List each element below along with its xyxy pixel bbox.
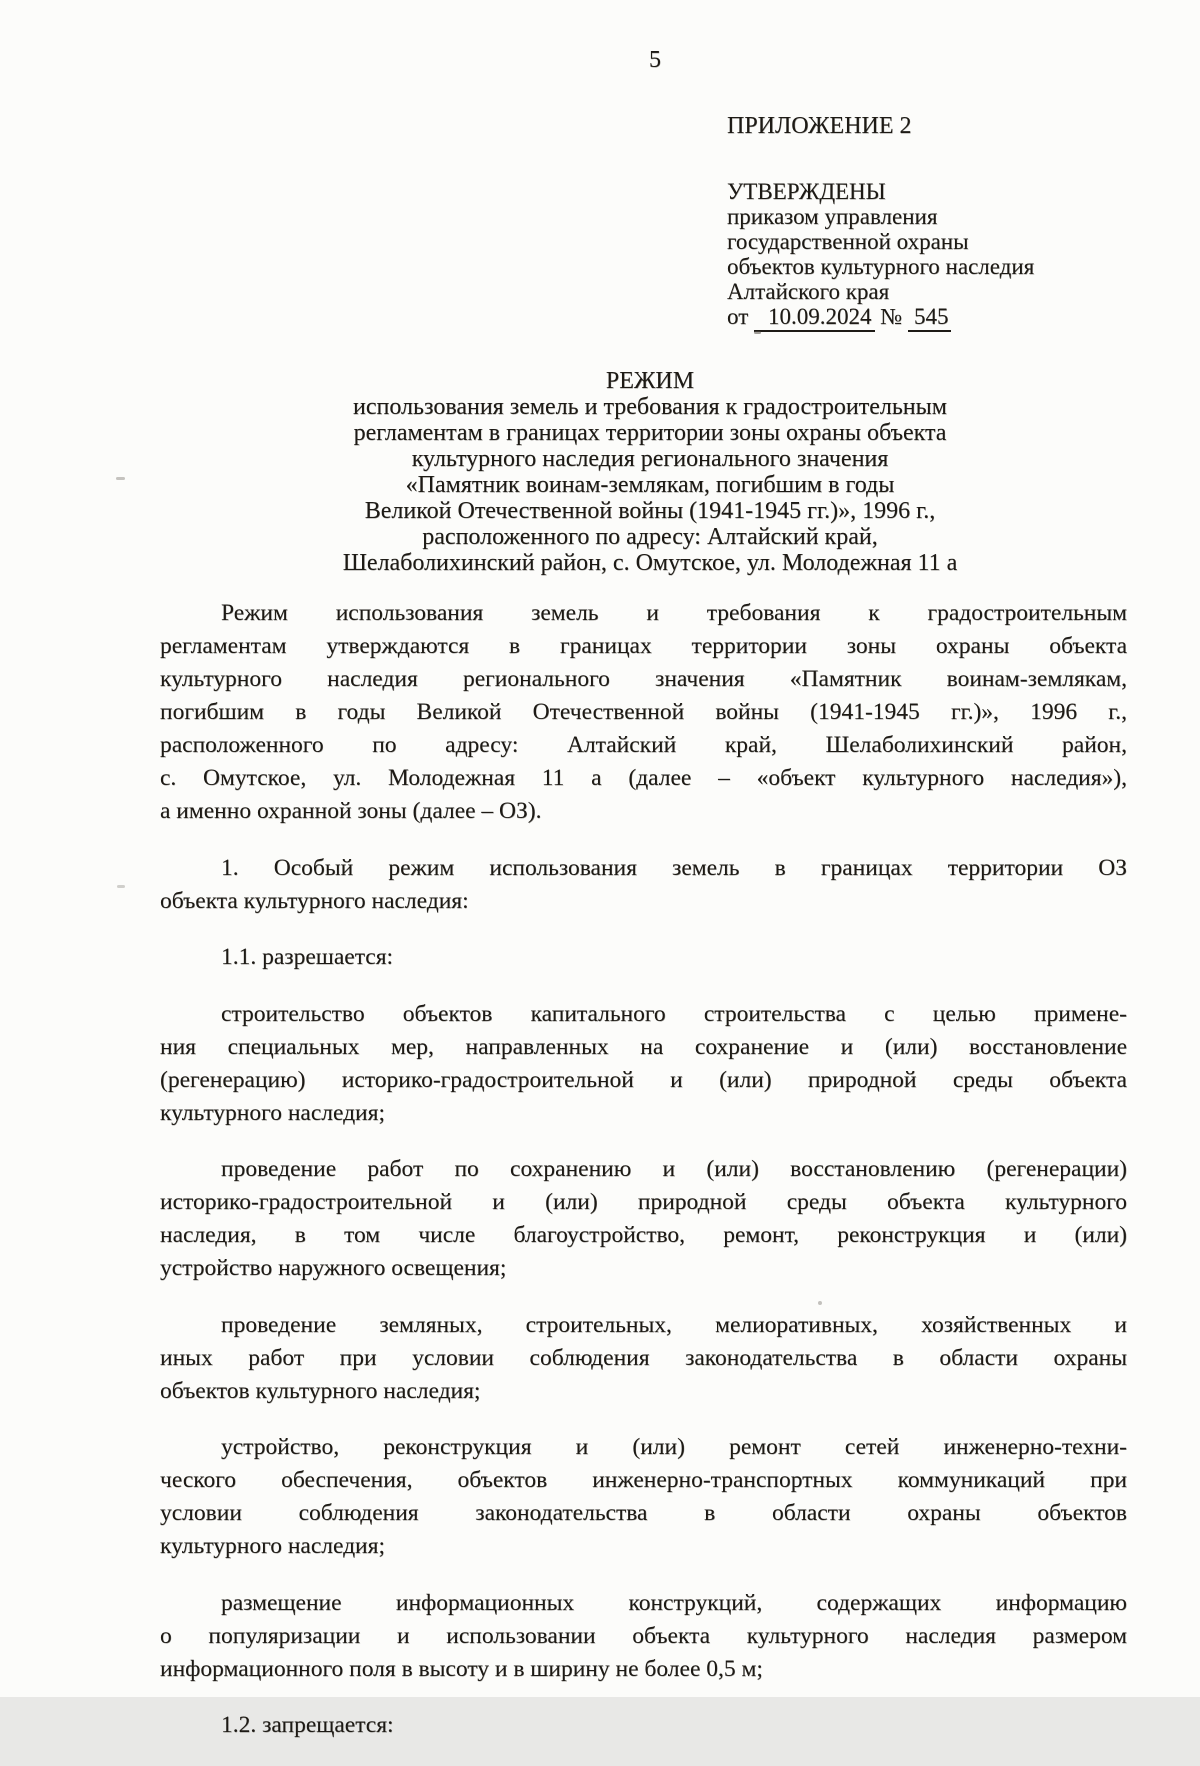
approval-issuer-line: объектов культурного наследия [727, 254, 1035, 279]
order-number: 545 [908, 304, 952, 332]
scan-speck [754, 331, 761, 334]
body-line: строительство объектов капитального строительства с целью примене- [221, 1000, 1127, 1027]
title-line: расположенного по адресу: Алтайский край, [422, 524, 878, 550]
order-date: 10.09.2024 [754, 304, 875, 332]
approval-issuer-line: Алтайского края [727, 279, 890, 304]
body-line: информационного поля в высоту и в ширину не более 0,5 м; [160, 1655, 763, 1682]
body-line: размещение информационных конструкций, содержащих информацию [221, 1589, 1127, 1616]
order-date-line [727, 304, 1034, 329]
body-line: о популяризации и использовании объекта культурного наследия размером [160, 1622, 1127, 1649]
body-line: с. Омутское, ул. Молодежная 11 а (далее – «объект культурного наследия»), [160, 765, 1127, 791]
body-line: устройство, реконструкция и (или) ремонт сетей инженерно-техни- [221, 1434, 1127, 1460]
appendix-label: ПРИЛОЖЕНИЕ 2 [727, 113, 912, 139]
body-line: регламентам утверждаются в границах территории зоны охраны объекта [160, 633, 1127, 659]
title-line: Шелаболихинский район, с. Омутское, ул. Молодежная 11 а [342, 550, 958, 576]
body-line: наследия, в том числе благоустройство, ремонт, реконструкция и (или) [160, 1222, 1127, 1248]
body-line: устройство наружного освещения; [160, 1255, 507, 1281]
body-line: историко-градостроительной и (или) природной среды объекта культурного [160, 1189, 1127, 1215]
title-line: использования земель и требования к градостроительным [353, 394, 947, 420]
body-line: культурного наследия; [160, 1533, 385, 1559]
title-line: Великой Отечественной войны (1941-1945 гг.)», 1996 г., [364, 498, 936, 524]
body-line: расположенного по адресу: Алтайский край, Шелаболихинский район, [160, 732, 1127, 758]
scan-speck [818, 1301, 822, 1305]
approval-status: УТВЕРЖДЕНЫ [727, 179, 886, 204]
approval-issuer-line: государственной охраны [727, 229, 969, 254]
body-line: ческого обеспечения, объектов инженерно-транспортных коммуникаций при [160, 1467, 1127, 1493]
body-line: а именно охранной зоны (далее – ОЗ). [160, 798, 542, 824]
body-line: культурного наследия; [160, 1099, 385, 1126]
title-line: культурного наследия регионального значения [411, 446, 889, 472]
scan-speck [116, 477, 125, 480]
body-line: культурного наследия регионального значения «Памятник воинам-землякам, [160, 666, 1127, 692]
body-line: (регенерацию) историко-градостроительной и (или) природной среды объекта [160, 1066, 1127, 1093]
title-line: регламентам в границах территории зоны охраны объекта [353, 420, 947, 446]
page-number: 5 [649, 47, 661, 73]
order-date-prefix: от [727, 304, 749, 329]
body-line: объекта культурного наследия: [160, 887, 469, 914]
scan-speck [117, 885, 125, 888]
body-line: проведение земляных, строительных, мелиоративных, хозяйственных и [221, 1311, 1127, 1338]
body-line: проведение работ по сохранению и (или) восстановлению (регенерации) [221, 1156, 1127, 1182]
body-line: объектов культурного наследия; [160, 1377, 481, 1404]
document-title [155, 368, 1145, 576]
body-line: Режим использования земель и требования к градостроительным [221, 600, 1127, 626]
body-line: условии соблюдения законодательства в области охраны объектов [160, 1500, 1127, 1526]
approval-block [727, 179, 1034, 329]
body-line: 1.1. разрешается: [221, 944, 394, 970]
body-line: ния специальных мер, направленных на сохранение и (или) восстановление [160, 1033, 1127, 1060]
title-line: РЕЖИМ [605, 368, 695, 394]
body-line: погибшим в годы Великой Отечественной войны (1941-1945 гг.)», 1996 г., [160, 699, 1127, 725]
order-number-sign: № [880, 304, 903, 329]
document-body [160, 597, 1127, 1766]
body-line: 1. Особый режим использования земель в границах территории ОЗ [221, 854, 1127, 881]
approval-issuer-line: приказом управления [727, 204, 938, 229]
body-line: иных работ при условии соблюдения законодательства в области охраны [160, 1344, 1127, 1371]
body-line: 1.2. запрещается: [221, 1712, 394, 1738]
title-line: «Памятник воинам-землякам, погибшим в годы [405, 472, 895, 498]
